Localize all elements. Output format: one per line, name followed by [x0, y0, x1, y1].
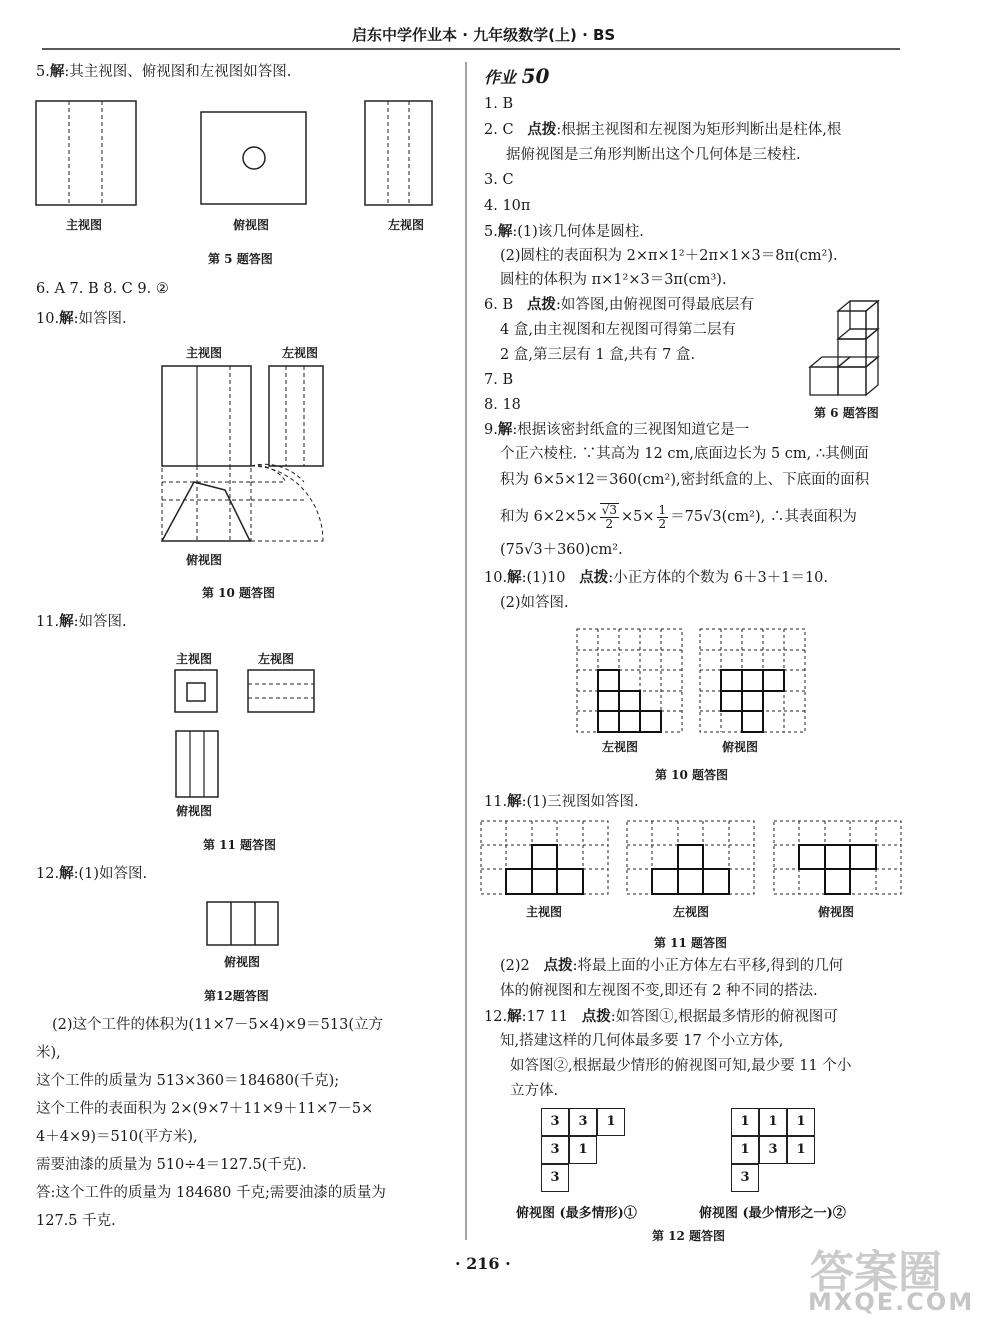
r-q2-line1: 2. C 点拨:根据主视图和左视图为矩形判断出是柱体,根 — [484, 121, 842, 138]
q12-line-7: 答:这个工件的质量为 184680 千克;需要油漆的质量为 — [36, 1185, 386, 1201]
q12-r-caption: 第 12 题答图 — [652, 1229, 726, 1243]
r-q9-line4: 和为 6×2×5× $\frac{√3}{2}$ ×5× $\frac{1}{2}$ ＝75√3(cm²), ∴其表面积为 — [500, 502, 857, 531]
r-q3: 3. C — [484, 172, 514, 188]
grid2-cell: 1 — [731, 1136, 759, 1164]
watermark-url: MXQE.COM — [808, 1288, 975, 1316]
q12-line-6: 需要油漆的质量为 510÷4＝127.5(千克). — [36, 1157, 307, 1173]
r-q9-line2: 个正六棱柱. ∵其高为 12 cm,底面边长为 5 cm, ∴其侧面 — [500, 446, 869, 462]
q12-line-8: 127.5 千克. — [36, 1213, 116, 1229]
r-q9-line3: 积为 6×5×12＝360(cm²),密封纸盒的上、下底面的面积 — [500, 472, 870, 488]
r-q11-p2-line2: 体的俯视图和左视图不变,即还有 2 种不同的搭法. — [500, 983, 818, 999]
page-header-title: 启东中学作业本 · 九年级数学(上) · BS — [352, 26, 616, 44]
q12-caption: 第12题答图 — [204, 989, 269, 1003]
grid1-cell: 3 — [569, 1108, 597, 1136]
grid2-cell: 3 — [731, 1164, 759, 1192]
q12-line-3: 这个工件的质量为 513×360＝184680(千克); — [36, 1073, 340, 1089]
r-q12-line1: 12.解:17 11 点拨:如答图①,根据最多情形的俯视图可 — [484, 1008, 838, 1025]
q11-r-front-label: 主视图 — [526, 905, 563, 919]
grid1-cell: 3 — [541, 1136, 569, 1164]
q10-top-label: 俯视图 — [186, 553, 223, 567]
grid2-cell: 1 — [731, 1108, 759, 1136]
r-q1: 1. B — [484, 96, 514, 112]
r-q9-line1: 9.解:根据该密封纸盒的三视图知道它是一 — [484, 421, 750, 438]
r-q7: 7. B — [484, 372, 514, 388]
r-q5-line2: (2)圆柱的表面积为 2×π×1²＋2π×1×3＝8π(cm²). — [500, 248, 838, 264]
grid2-cell: 1 — [787, 1136, 815, 1164]
q12-grid1-label: 俯视图 (最多情形)① — [516, 1206, 637, 1221]
grid2-cell: 3 — [759, 1136, 787, 1164]
r-q9-line5: (75√3＋360)cm². — [500, 542, 623, 558]
q5-caption: 第 5 题答图 — [208, 252, 273, 266]
r-q6-line1: 6. B 点拨:如答图,由俯视图可得最底层有 — [484, 296, 754, 313]
grid1-cell: 3 — [541, 1108, 569, 1136]
page-number: · 216 · — [455, 1254, 511, 1273]
q12-line-4: 这个工件的表面积为 2×(9×7＋11×9＋11×7－5× — [36, 1101, 374, 1117]
q11-top-label: 俯视图 — [176, 804, 213, 818]
q12-left-p1: 12.解:(1)如答图. — [36, 865, 148, 882]
q12-line-5: 4＋4×9)＝510(平方米), — [36, 1129, 198, 1145]
grid1-cell: 1 — [569, 1136, 597, 1164]
grid2-cell: 1 — [787, 1108, 815, 1136]
r-q6-line3: 2 盒,第三层有 1 盒,共有 7 盒. — [500, 347, 696, 363]
watermark-brand: 答案圈 — [810, 1247, 942, 1298]
r-q6-line2: 4 盒,由主视图和左视图可得第二层有 — [500, 322, 736, 338]
r-q5-line3: 圆柱的体积为 π×1²×3＝3π(cm³). — [500, 272, 727, 288]
r-q10-line1: 10.解:(1)10 点拨:小正方体的个数为 6＋3＋1＝10. — [484, 569, 829, 586]
grid1-cell: 1 — [597, 1108, 625, 1136]
q5-left-label: 左视图 — [388, 218, 425, 232]
q12-line-2: 米), — [36, 1045, 61, 1061]
section-title: 作业 50 — [484, 64, 550, 88]
q11-r-left-label: 左视图 — [673, 905, 710, 919]
q11-left: 11.解:如答图. — [36, 613, 127, 630]
q11-r-caption: 第 11 题答图 — [654, 936, 728, 950]
q10-r-top-label: 俯视图 — [722, 740, 759, 754]
r-q5-line1: 5.解:(1)该几何体是圆柱. — [484, 223, 644, 240]
q10-left: 10.解:如答图. — [36, 310, 127, 327]
r-q12-line4: 立方体. — [510, 1083, 559, 1099]
q10-r-caption: 第 10 题答图 — [655, 768, 729, 782]
r-q8: 8. 18 — [484, 397, 521, 413]
r-q2-line2: 据俯视图是三角形判断出这个几何体是三棱柱. — [506, 147, 801, 163]
q10-caption: 第 10 题答图 — [202, 586, 276, 600]
r-q11-line1: 11.解:(1)三视图如答图. — [484, 793, 639, 810]
q11-front-label: 主视图 — [176, 652, 213, 666]
grid2-cell: 1 — [759, 1108, 787, 1136]
q10-r-left-label: 左视图 — [602, 740, 639, 754]
q11-r-top-label: 俯视图 — [818, 905, 855, 919]
q12-grid2-label: 俯视图 (最少情形之一)② — [699, 1206, 846, 1221]
q12-line-1: (2)这个工件的体积为(11×7－5×4)×9＝513(立方 — [52, 1017, 383, 1033]
grid1-cell: 3 — [541, 1164, 569, 1192]
r-q12-line3: 如答图②,根据最少情形的俯视图可知,最少要 11 个小 — [510, 1058, 852, 1074]
r-q4: 4. 10π — [484, 198, 531, 214]
r-q12-line2: 知,搭建这样的几何体最多要 17 个小立方体, — [500, 1033, 784, 1049]
r-q11-p2-line1: (2)2 点拨:将最上面的小正方体左右平移,得到的几何 — [500, 957, 844, 974]
q11-left-label: 左视图 — [258, 652, 295, 666]
r-q10-line2: (2)如答图. — [500, 595, 569, 611]
q5-top-label: 俯视图 — [233, 218, 270, 232]
q12-top-label: 俯视图 — [224, 955, 261, 969]
q6-9-answers: 6. A 7. B 8. C 9. ② — [36, 281, 169, 297]
q5-left: 5.解:其主视图、俯视图和左视图如答图. — [36, 63, 292, 80]
q10-front-label: 主视图 — [186, 346, 223, 360]
q5-front-label: 主视图 — [66, 218, 103, 232]
q6-caption: 第 6 题答图 — [814, 406, 879, 420]
q10-left-label: 左视图 — [282, 346, 319, 360]
q11-caption: 第 11 题答图 — [203, 838, 277, 852]
